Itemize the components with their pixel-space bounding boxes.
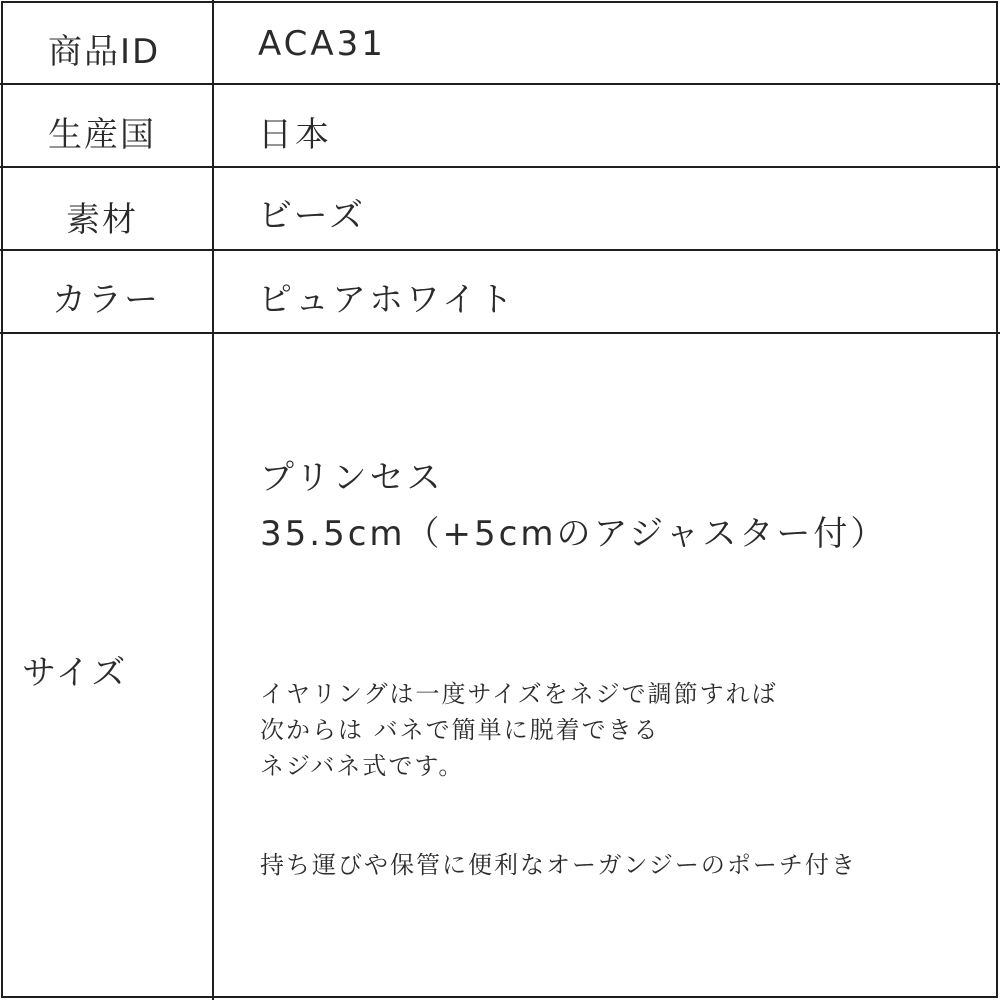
row-divider	[0, 83, 1000, 85]
product-id-value: ACA31	[258, 24, 386, 64]
country-label: 生産国	[48, 115, 156, 155]
country-value: 日本	[258, 115, 332, 155]
size-note-line: 次からは バネで簡単に脱着できる	[260, 716, 660, 744]
row-divider	[0, 166, 1000, 168]
color-label: カラー	[52, 280, 160, 320]
size-note	[260, 676, 778, 784]
size-description	[260, 450, 887, 562]
product-id-label: 商品ID	[48, 32, 161, 72]
pouch-note: 持ち運びや保管に便利なオーガンジーのポーチ付き	[260, 851, 857, 879]
size-note-line: イヤリングは一度サイズをネジで調節すれば	[260, 680, 778, 708]
size-label: サイズ	[22, 653, 128, 693]
material-value: ビーズ	[258, 196, 366, 236]
size-line-style: プリンセス	[260, 458, 444, 498]
material-label: 素材	[66, 200, 138, 240]
row-divider	[0, 249, 1000, 251]
row-divider	[0, 332, 1000, 334]
size-note-line: ネジバネ式です。	[260, 752, 465, 780]
column-divider	[212, 0, 214, 1000]
color-value: ピュアホワイト	[258, 280, 516, 320]
size-line-length: 35.5cm（+5cmのアジャスター付）	[260, 514, 888, 554]
